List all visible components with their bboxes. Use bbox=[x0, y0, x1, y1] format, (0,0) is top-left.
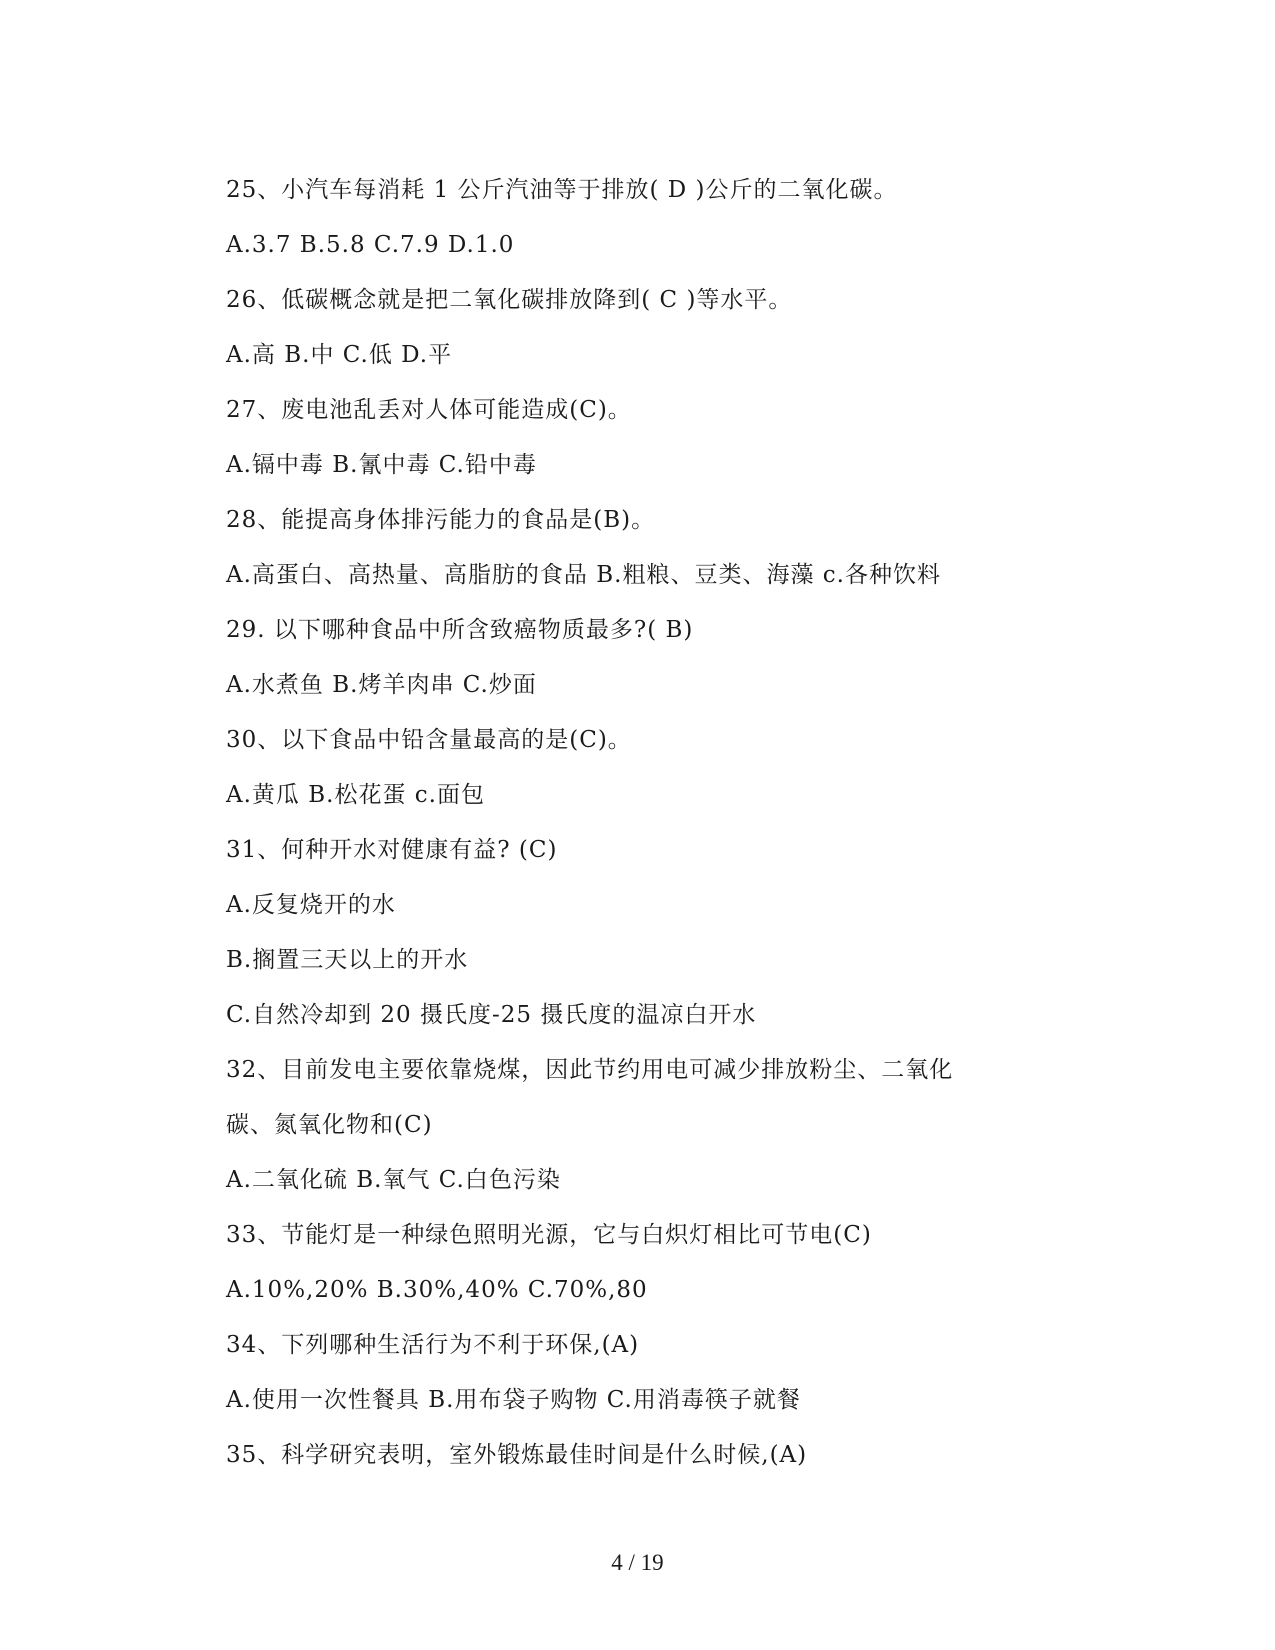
options-32: A.二氧化硫 B.氧气 C.白色污染 bbox=[226, 1167, 561, 1193]
question-32-line-1: 32、目前发电主要依靠烧煤，因此节约用电可减少排放粉尘、二氧化 bbox=[226, 1057, 954, 1083]
options-27: A.镉中毒 B.氰中毒 C.铅中毒 bbox=[226, 452, 537, 478]
options-25: A.3.7 B.5.8 C.7.9 D.1.0 bbox=[226, 232, 515, 258]
options-29: A.水煮鱼 B.烤羊肉串 C.炒面 bbox=[226, 672, 537, 698]
question-33: 33、节能灯是一种绿色照明光源，它与白炽灯相比可节电(C) bbox=[226, 1222, 872, 1248]
question-28: 28、能提高身体排污能力的食品是(B)。 bbox=[226, 507, 656, 533]
options-28: A.高蛋白、高热量、高脂肪的食品 B.粗粮、豆类、海藻 c.各种饮料 bbox=[226, 562, 941, 588]
question-26: 26、低碳概念就是把二氧化碳排放降到( C )等水平。 bbox=[226, 287, 793, 313]
option-31-a: A.反复烧开的水 bbox=[226, 892, 396, 918]
options-33: A.10%,20% B.30%,40% C.70%,80 bbox=[226, 1277, 648, 1303]
options-26: A.高 B.中 C.低 D.平 bbox=[226, 342, 453, 368]
question-27: 27、废电池乱丢对人体可能造成(C)。 bbox=[226, 397, 632, 423]
question-32-line-2: 碳、氮氧化物和(C) bbox=[226, 1112, 433, 1138]
question-list bbox=[226, 168, 1046, 1488]
question-29: 29. 以下哪种食品中所含致癌物质最多?( B) bbox=[226, 617, 694, 643]
option-31-b: B.搁置三天以上的开水 bbox=[226, 947, 469, 973]
question-34: 34、下列哪种生活行为不利于环保,(A) bbox=[226, 1332, 640, 1358]
option-31-c: C.自然冷却到 20 摄氏度-25 摄氏度的温凉白开水 bbox=[226, 1002, 757, 1028]
question-35: 35、科学研究表明，室外锻炼最佳时间是什么时候,(A) bbox=[226, 1442, 808, 1468]
question-30: 30、以下食品中铅含量最高的是(C)。 bbox=[226, 727, 632, 753]
page-number: 4 / 19 bbox=[611, 1550, 664, 1575]
question-31: 31、何种开水对健康有益? (C) bbox=[226, 837, 558, 863]
options-34: A.使用一次性餐具 B.用布袋子购物 C.用消毒筷子就餐 bbox=[226, 1387, 801, 1413]
question-25: 25、小汽车每消耗 1 公斤汽油等于排放( D )公斤的二氧化碳。 bbox=[226, 177, 898, 203]
options-30: A.黄瓜 B.松花蛋 c.面包 bbox=[226, 782, 485, 808]
